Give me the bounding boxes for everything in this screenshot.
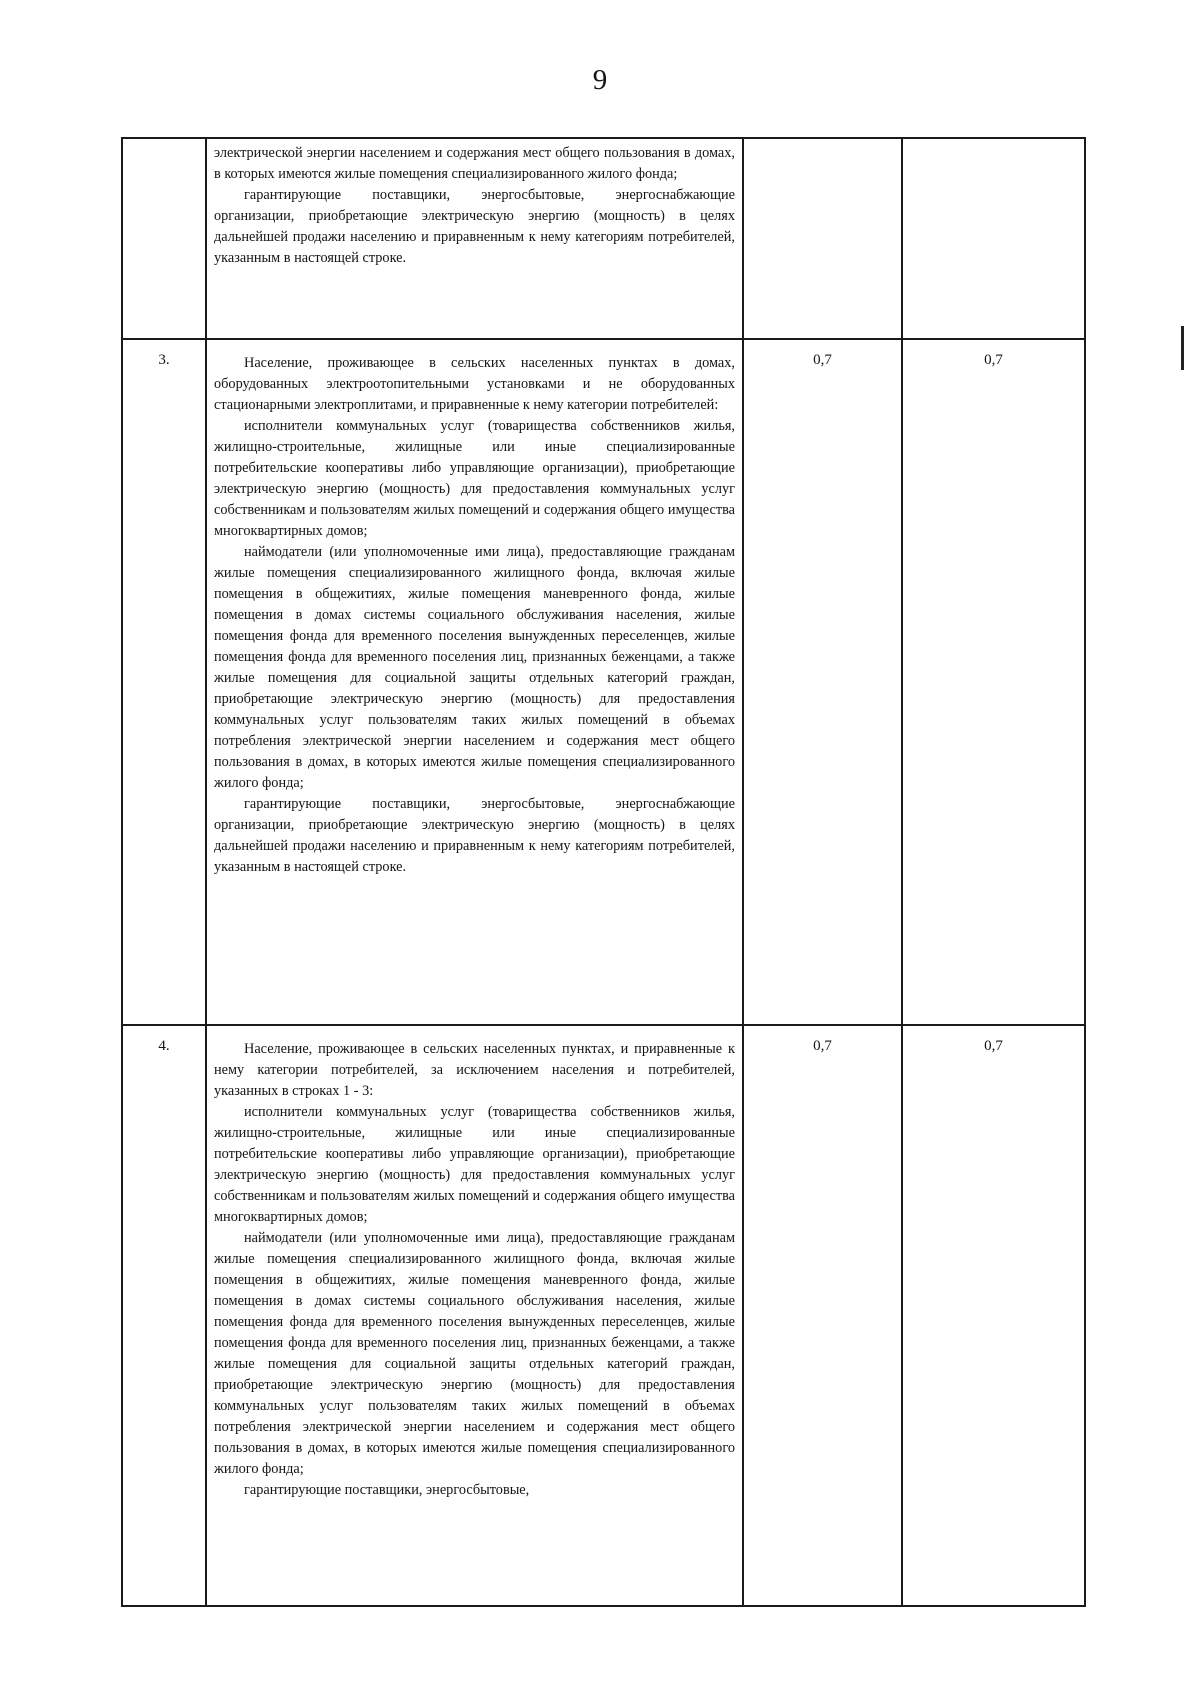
row-description-cell (206, 138, 743, 339)
description-paragraph: наймодатели (или уполномоченные ими лица), предоставляющие гражданам жилые помещения специализированного жилищного фонда, включая жилые помещения в общежитиях, жилые помещения маневренного фонда, жилые помещения в домах системы социального обслуживания населения, жилые помещения фонда для временного поселения вынужденных переселенцев, жилые помещения фонда для временного поселения лиц, признанных беженцами, а также жилые помещения для социальной защиты отдельных категорий граждан, приобретающие электрическую энергию (мощность) для предоставления коммунальных услуг пользователям таких жилых помещений в объемах потребления электрической энергии населением и содержания мест общего пользования в домах, в которых имеются жилые помещения специализированного жилого фонда; (214, 1230, 735, 1477)
value-cell-2 (902, 138, 1085, 339)
description-paragraph: электрической энергии населением и содержания мест общего пользования в домах, в которых имеются жилые помещения специализированного жилого фонда; (214, 145, 735, 182)
description-paragraph: исполнители коммунальных услуг (товарищества собственников жилья, жилищно-строительные, жилищные или иные специализированные потребительские кооперативы либо управляющие организации), приобретающие электрическую энергию (мощность) для предоставления коммунальных услуг собственникам и пользователям жилых помещений и содержания общего имущества многоквартирных домов; (214, 1104, 735, 1225)
value-cell-1: 0,7 (743, 1025, 902, 1606)
tariff-table (121, 137, 1086, 1607)
value-cell-2: 0,7 (902, 1025, 1085, 1606)
description-paragraph: гарантирующие поставщики, энергосбытовые, энергоснабжающие организации, приобретающие электрическую энергию (мощность) в целях дальнейшей продажи населению и приравненным к нему категориям потребителей, указанным в настоящей строке. (214, 796, 735, 875)
description-paragraph: гарантирующие поставщики, энергосбытовые, (244, 1482, 530, 1498)
description-paragraph: Население, проживающее в сельских населенных пунктах, и приравненные к нему категории потребителей, за исключением населения и потребителей, указанных в строках 1 - 3: (214, 1041, 735, 1099)
row-description-cell (206, 1025, 743, 1606)
description-paragraph: наймодатели (или уполномоченные ими лица), предоставляющие гражданам жилые помещения специализированного жилищного фонда, включая жилые помещения в общежитиях, жилые помещения маневренного фонда, жилые помещения в домах системы социального обслуживания населения, жилые помещения фонда для временного поселения вынужденных переселенцев, жилые помещения фонда для временного поселения лиц, признанных беженцами, а также жилые помещения для социальной защиты отдельных категорий граждан, приобретающие электрическую энергию (мощность) для предоставления коммунальных услуг пользователям таких жилых помещений в объемах потребления электрической энергии населением и содержания мест общего пользования в домах, в которых имеются жилые помещения специализированного жилого фонда; (214, 544, 735, 791)
table-row (122, 339, 1085, 1025)
row-number-cell: 4. (122, 1025, 206, 1606)
value-cell-2: 0,7 (902, 339, 1085, 1025)
description-paragraph: исполнители коммунальных услуг (товарищества собственников жилья, жилищно-строительные, жилищные или иные специализированные потребительские кооперативы либо управляющие организации), приобретающие электрическую энергию (мощность) для предоставления коммунальных услуг собственникам и пользователям жилых помещений и содержания общего имущества многоквартирных домов; (214, 418, 735, 539)
row-number-cell: 3. (122, 339, 206, 1025)
description-paragraph: гарантирующие поставщики, энергосбытовые, энергоснабжающие организации, приобретающие электрическую энергию (мощность) в целях дальнейшей продажи населению и приравненным к нему категориям потребителей, указанным в настоящей строке. (214, 187, 735, 266)
value-cell-1: 0,7 (743, 339, 902, 1025)
scan-artifact-mark (1181, 326, 1184, 370)
row-description-cell (206, 339, 743, 1025)
table-row (122, 138, 1085, 339)
value-cell-1 (743, 138, 902, 339)
row-number-cell (122, 138, 206, 339)
description-paragraph: Население, проживающее в сельских населенных пунктах в домах, оборудованных электроотопительными установками и не оборудованных стационарными электроплитами, и приравненные к нему категории потребителей: (214, 355, 735, 413)
table-row (122, 1025, 1085, 1606)
page-number: 9 (592, 64, 608, 96)
